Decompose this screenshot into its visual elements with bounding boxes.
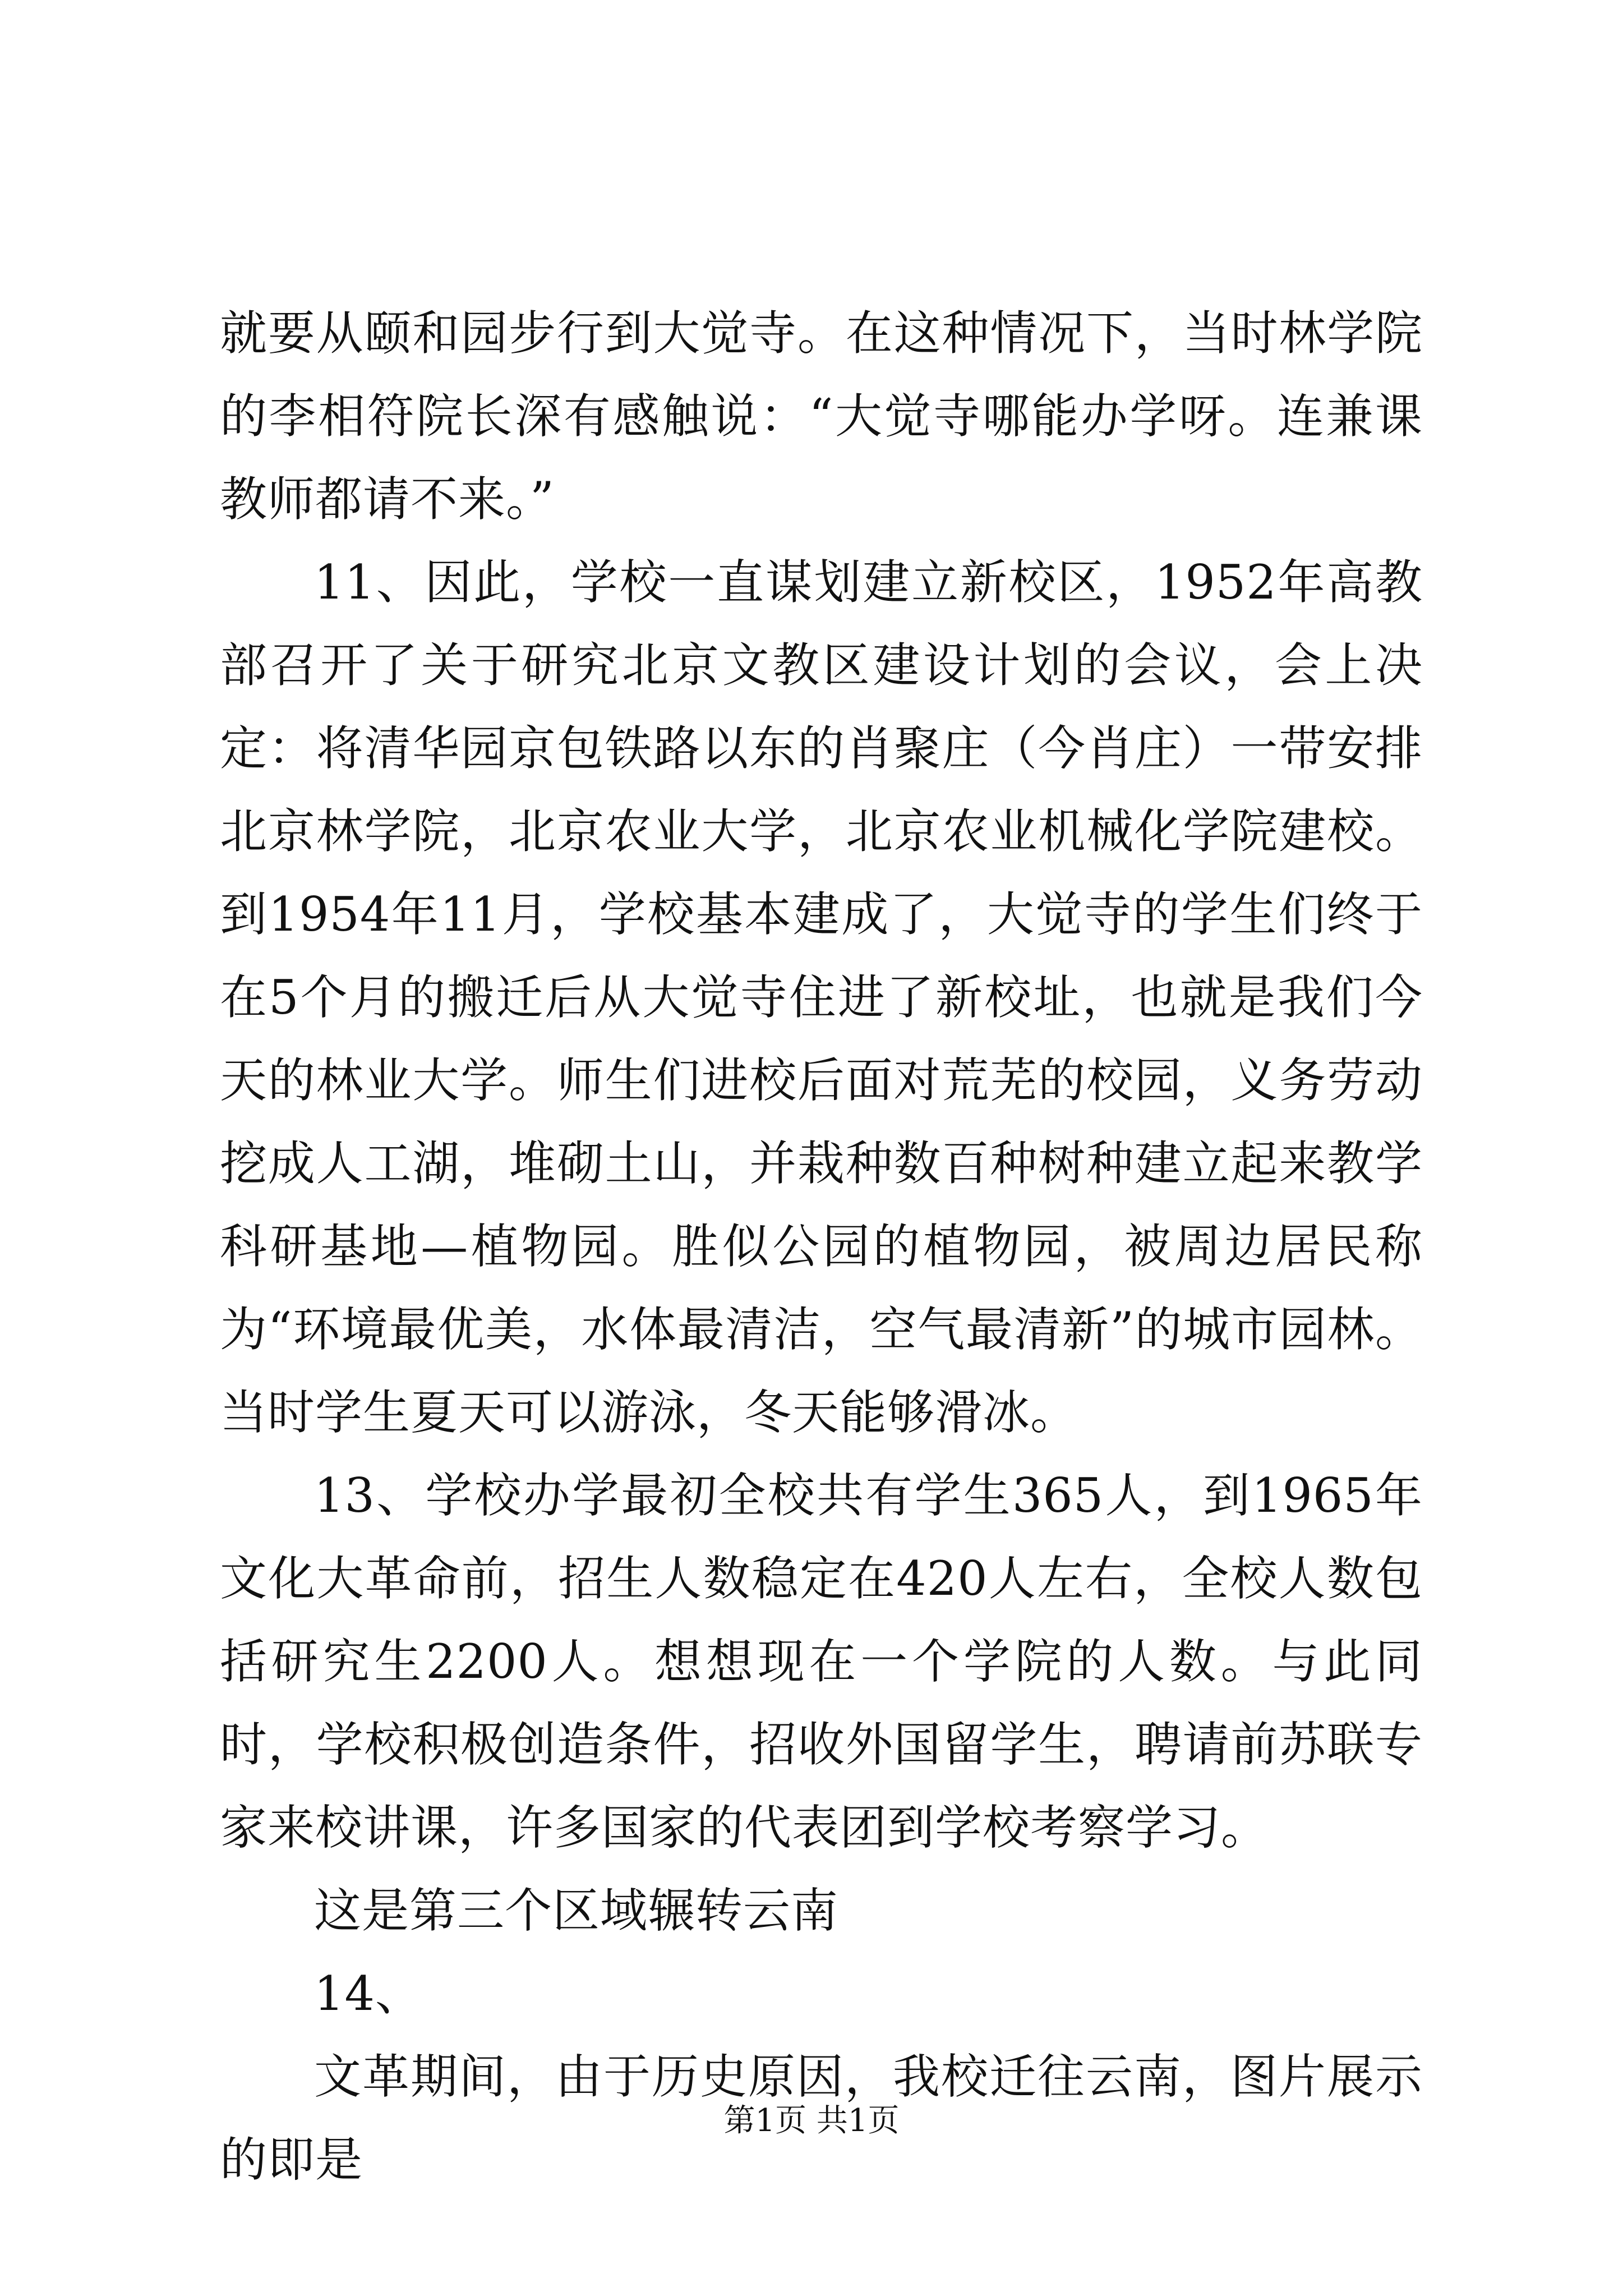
paragraph-region-heading: 这是第三个区域辗转云南 — [314, 1883, 839, 1938]
paragraph-13: 13、学校办学最初全校共有学生365人，到1965年文化大革命前，招生人数稳定在420人左右，全校人数包括研究生2200人。想想现在一个学院的人数。与此同时，学校积极创造条件，招收外国留学生，聘请前苏联专家来校讲课，许多国家的代表团到学校考察学习。 — [220, 1468, 1423, 1855]
paragraph-14-text: 文革期间，由于历史原因，我校迁往云南，图片展示的即是 — [220, 2049, 1423, 2187]
page-footer: 第1页 共1页 — [723, 2102, 900, 2139]
document-body — [220, 292, 1423, 2201]
paragraph-continuation: 就要从颐和园步行到大觉寺。在这种情况下，当时林学院的李相符院长深有感触说：“大觉寺哪能办学呀。连兼课教师都请不来。” — [220, 306, 1423, 527]
paragraph-11: 11、因此，学校一直谋划建立新校区，1952年高教部召开了关于研究北京文教区建设计划的会议，会上决定：将清华园京包铁路以东的肖聚庄（今肖庄）一带安排北京林学院，北京农业大学，北京农业机械化学院建校。到1954年11月，学校基本建成了，大觉寺的学生们终于在5个月的搬迁后从大觉寺住进了新校址，也就是我们今天的林业大学。师生们进校后面对荒芜的校园，义务劳动挖成人工湖，堆砌土山，并栽种数百种树种建立起来教学科研基地—植物园。胜似公园的植物园，被周边居民称为“环境最优美，水体最清洁，空气最清新”的城市园林。当时学生夏天可以游泳，冬天能够滑冰。 — [220, 555, 1423, 1440]
paragraph-14-number: 14、 — [314, 1966, 423, 2021]
